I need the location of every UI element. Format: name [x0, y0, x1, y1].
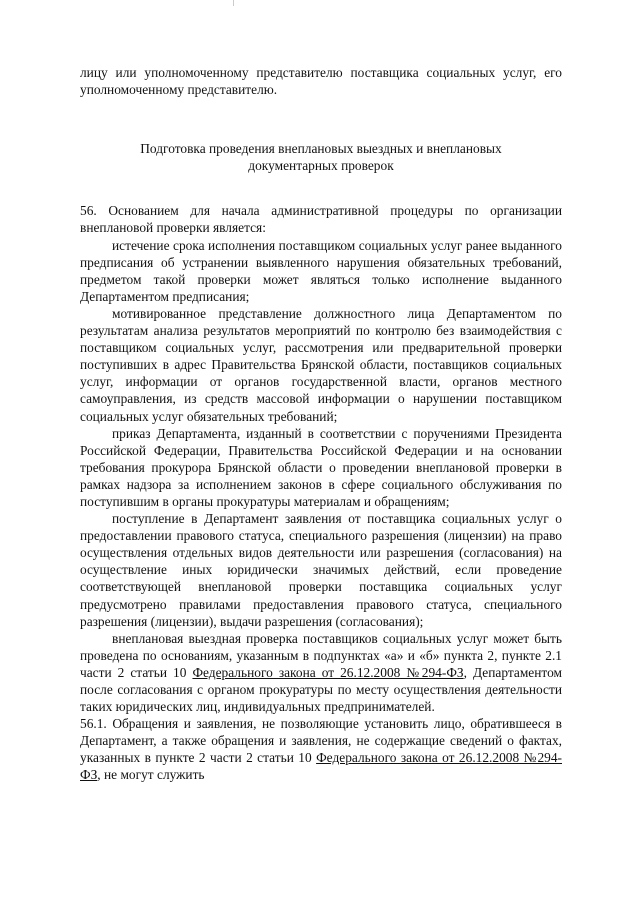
paragraph-56-1-text-end: , не могут служить	[97, 767, 205, 783]
document-page	[80, 64, 562, 784]
basis-item-5	[80, 630, 562, 715]
federal-law-link-2[interactable]: Федерального закона от 26.12.2008 №294-ФЗ	[80, 750, 562, 783]
basis-item-5-text-start: внеплановая выездная проверка поставщиков социальных услуг может быть проведена по основаниям, указанным в подпунктах «а» и «б» пункта 2, пункте 2.1 части 2 статьи 10	[80, 630, 562, 680]
section-heading	[80, 140, 562, 174]
basis-item-4: поступление в Департамент заявления от поставщика социальных услуг о предоставлении правового статуса, специального разрешения (лицензии) на право осуществления отдельных видов деятельности или разрешения (согласования) на осуществление иных юридически значимых действий, если проведение соответствующей внеплановой проверки поставщика социальных услуг предусмотрено правилами предоставления правового статуса, специального разрешения (лицензии), выдачи разрешения (согласования);	[80, 511, 562, 629]
paragraph-56-1	[80, 715, 562, 783]
lead-paragraph: лицу или уполномоченному представителю поставщика социальных услуг, его уполномоченному представителю.	[80, 65, 562, 98]
basis-item-5-text-end: , Департаментом после согласования с органом прокуратуры по месту осуществления деятельности таких юридических лиц, индивидуальных предпринимателей.	[80, 664, 563, 715]
paragraph-56-1-text-start: 56.1. Обращения и заявления, не позволяющие установить лицо, обратившееся в Департамент, а также обращения и заявления, не содержащие сведений о фактах, указанных в пункте 2 части 2 статьи 10	[80, 716, 562, 766]
paragraph-56: 56. Основанием для начала административной процедуры по организации внеплановой проверки является:	[80, 203, 562, 236]
basis-item-3: приказ Департамента, изданный в соответствии с поручениями Президента Российской Федерации, Правительства Российской Федерации и на основании требования прокурора Брянской области о проведении внеплановой проверки в рамках надзора за исполнением законов в сфере социального обслуживания по поступившим в органы прокуратуры материалам и обращениям;	[80, 425, 562, 509]
basis-item-2: мотивированное представление должностного лица Департаментом по результатам анализа результатов мероприятий по контролю без взаимодействия с поставщиком социальных услуг, рассмотрения или предварительной проверки поступивших в адрес Правительства Брянской области, поставщиков социальных услуг, информации от органов государственной власти, органов местного самоуправления, из средств массовой информации о нарушении поставщиком социальных услуг обязательных требований;	[80, 305, 562, 424]
scan-crease-mark	[233, 0, 234, 6]
basis-item-1: истечение срока исполнения поставщиком социальных услуг ранее выданного предписания об устранении выявленного нарушения обязательных требований, предметом такой проверки может являться только исполнение выданного Департаментом предписания;	[80, 237, 562, 304]
section-heading-line-2: документарных проверок	[248, 158, 394, 174]
section-heading-line-1: Подготовка проведения внеплановых выездных и внеплановых	[140, 141, 502, 157]
federal-law-link[interactable]: Федерального закона от 26.12.2008 №294-ФЗ	[192, 664, 464, 680]
